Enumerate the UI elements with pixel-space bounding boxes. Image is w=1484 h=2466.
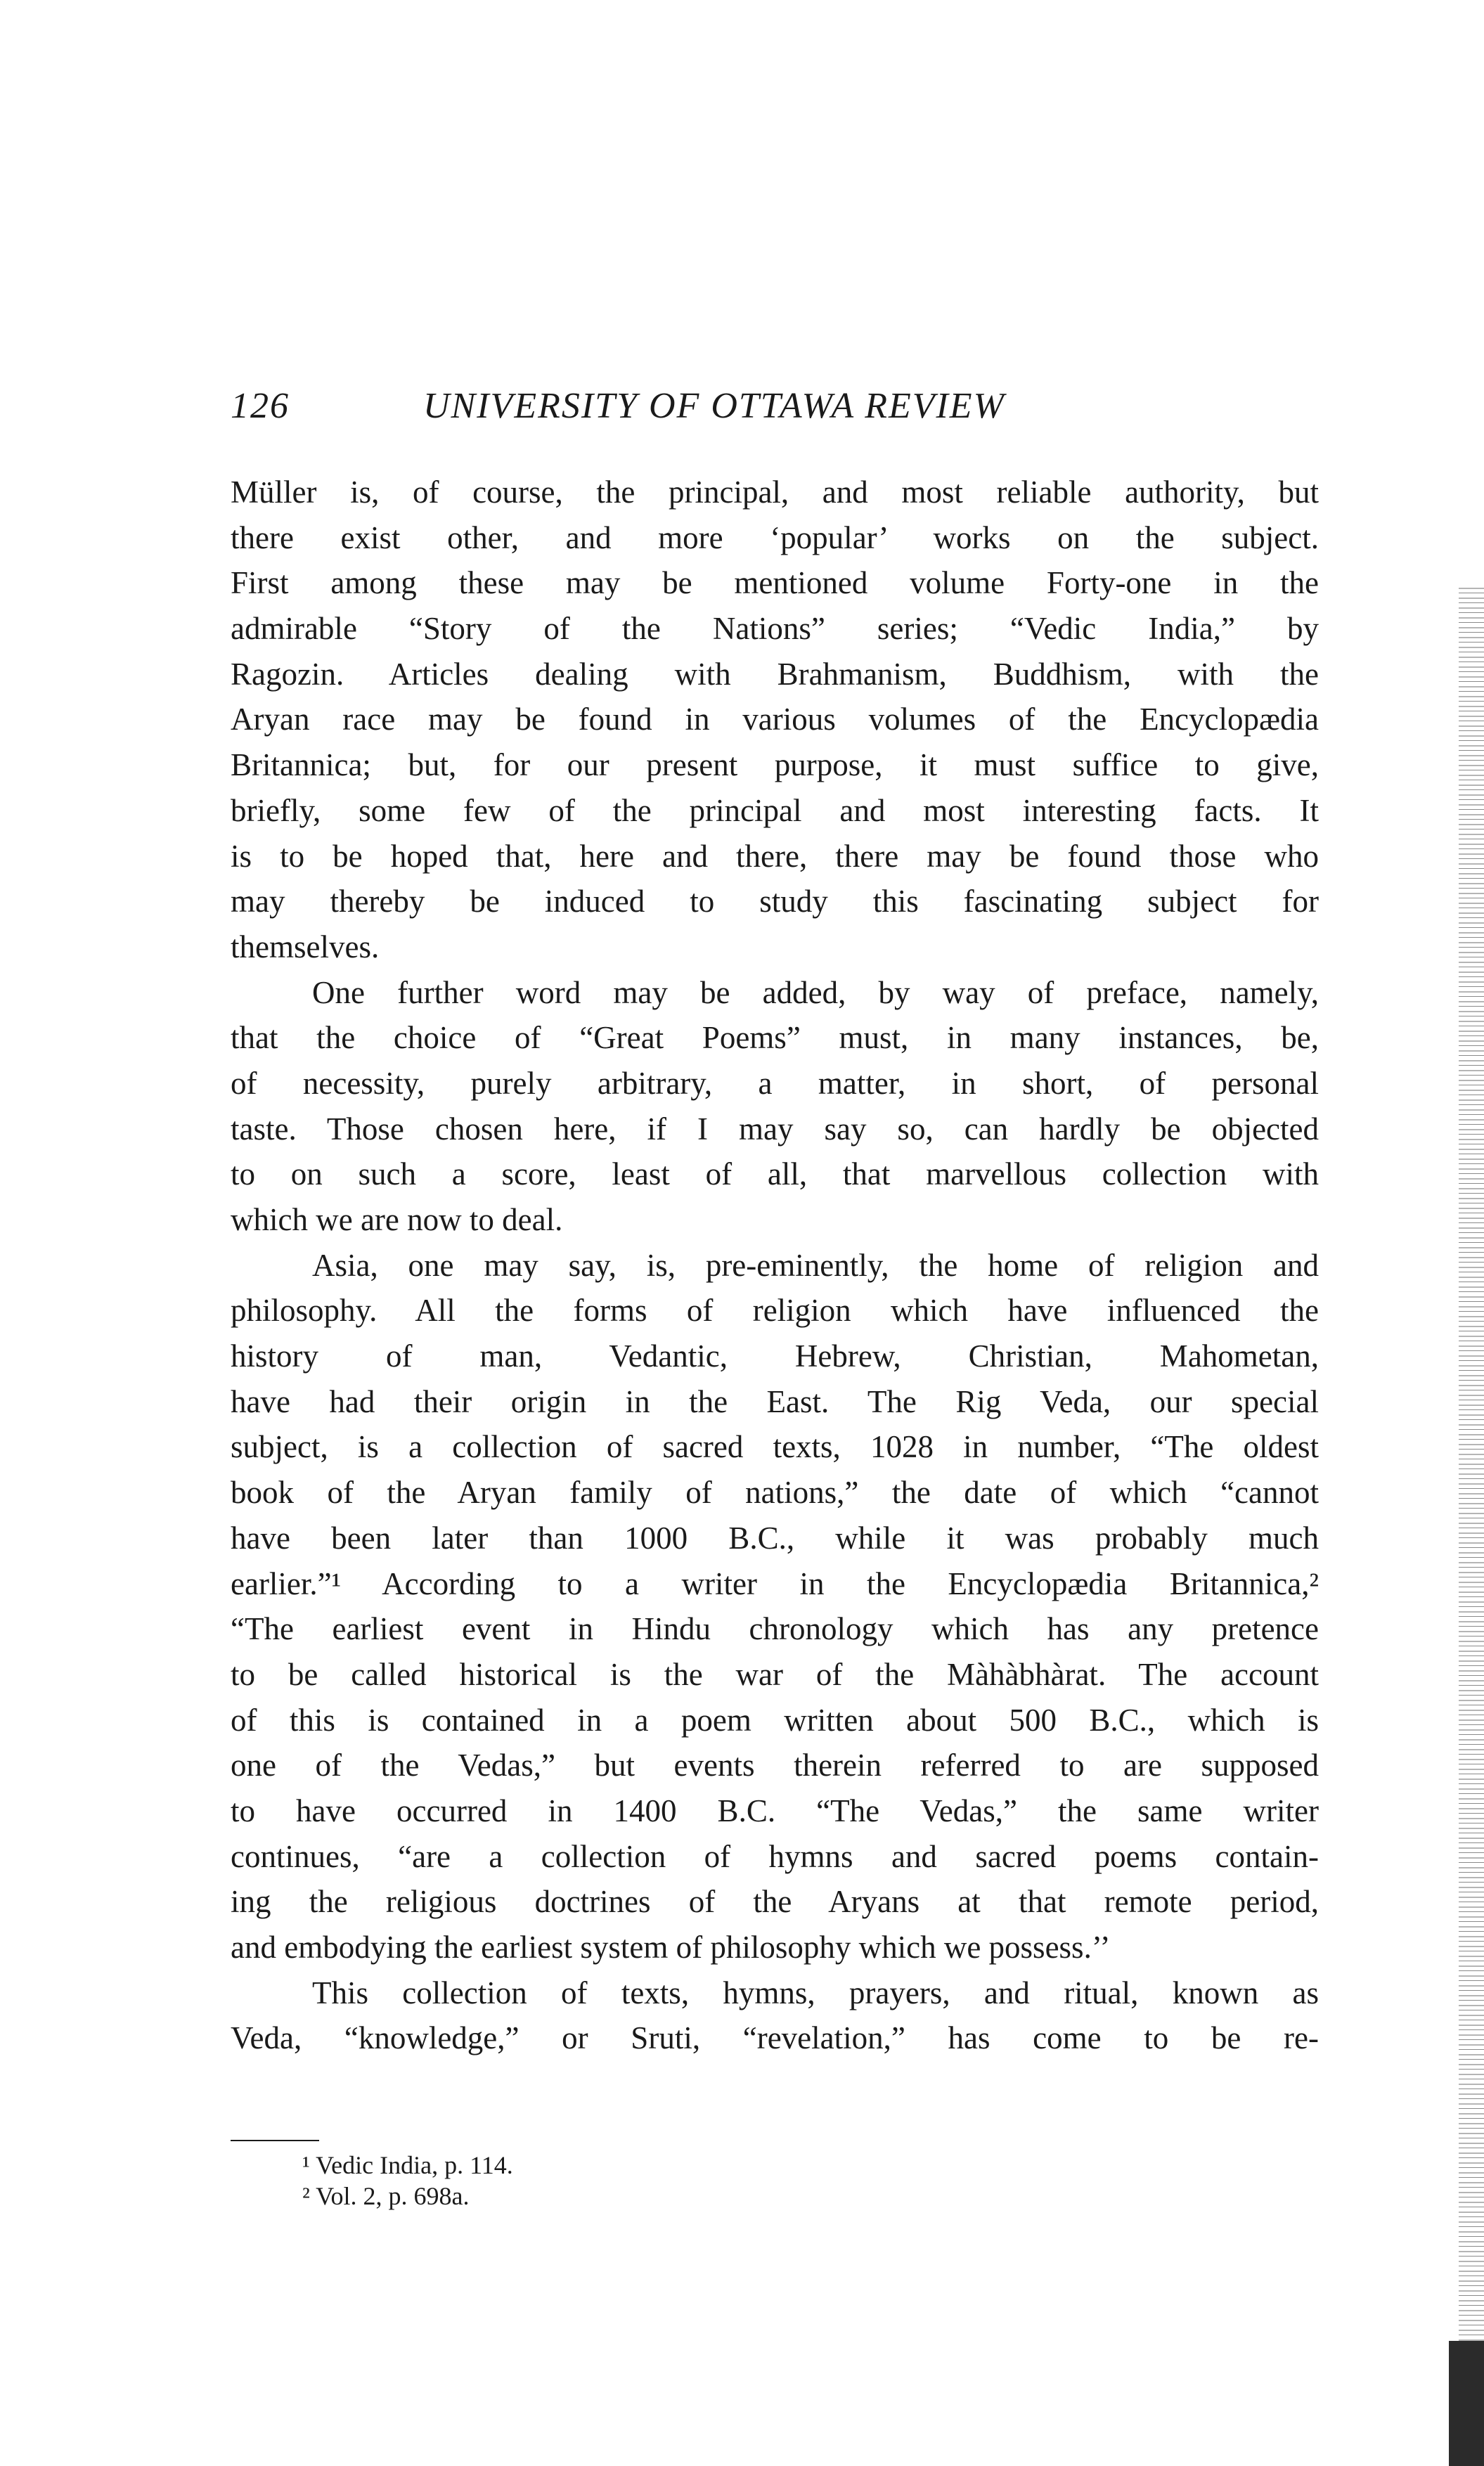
text-line: one of the Vedas,” but events therein referred to are supposed <box>231 1748 1319 1783</box>
text-line: Asia, one may say, is, pre-eminently, the home of religion and <box>312 1247 1319 1283</box>
running-title: UNIVERSITY OF OTTAWA REVIEW <box>423 386 1005 426</box>
text-line: of necessity, purely arbitrary, a matter, in short, of personal <box>231 1065 1319 1101</box>
text-line: Britannica; but, for our present purpose, it must suffice to give, <box>231 747 1319 783</box>
scan-page-edge-shadow <box>1449 2341 1484 2466</box>
text-line: have been later than 1000 B.C., while it was probably much <box>231 1520 1319 1556</box>
body-text <box>231 470 1319 2061</box>
page-number: 126 <box>231 386 290 426</box>
text-line: Veda, “knowledge,” or Sruti, “revelation,” has come to be re- <box>231 2020 1319 2056</box>
text-line: admirable “Story of the Nations” series; “Vedic India,” by <box>231 611 1319 647</box>
text-line: Müller is, of course, the principal, and most reliable authority, but <box>231 475 1319 510</box>
text-line: that the choice of “Great Poems” must, in many instances, be, <box>231 1020 1319 1056</box>
text-line: First among these may be mentioned volume Forty-one in the <box>231 565 1319 601</box>
text-line: there exist other, and more ‘popular’ works on the subject. <box>231 519 1319 555</box>
text-line: continues, “are a collection of hymns and sacred poems contain- <box>231 1838 1319 1874</box>
text-line: of this is contained in a poem written about 500 B.C., which is <box>231 1702 1319 1738</box>
text-line: ing the religious doctrines of the Aryans at that remote period, <box>231 1884 1319 1920</box>
text-line: briefly, some few of the principal and most interesting facts. It <box>231 792 1319 828</box>
footnote: ¹ Vedic India, p. 114. <box>302 2151 513 2179</box>
text-line: book of the Aryan family of nations,” the date of which “cannot <box>231 1475 1319 1511</box>
text-line: which we are now to deal. <box>231 1202 563 1237</box>
text-line: and embodying the earliest system of philosophy which we possess.’’ <box>231 1930 1111 1965</box>
text-line: to be called historical is the war of the Màhàbhàrat. The account <box>231 1656 1319 1692</box>
text-line: is to be hoped that, here and there, there may be found those who <box>231 838 1319 874</box>
scan-page-edge <box>1459 583 1484 2466</box>
text-line: “The earliest event in Hindu chronology which has any pretence <box>231 1611 1319 1647</box>
footnote-divider <box>231 2140 319 2141</box>
text-line: themselves. <box>231 929 380 964</box>
text-line: taste. Those chosen here, if I may say so, can hardly be objected <box>231 1111 1319 1147</box>
text-line: to have occurred in 1400 B.C. “The Vedas,” the same writer <box>231 1793 1319 1828</box>
text-line: philosophy. All the forms of religion which have influenced the <box>231 1293 1319 1329</box>
text-line: may thereby be induced to study this fascinating subject for <box>231 884 1319 919</box>
footnotes <box>302 2150 513 2212</box>
text-line: history of man, Vedantic, Hebrew, Christian, Mahometan, <box>231 1338 1319 1374</box>
text-line: subject, is a collection of sacred texts, 1028 in number, “The oldest <box>231 1429 1319 1465</box>
page-header <box>231 385 1306 434</box>
text-line: Ragozin. Articles dealing with Brahmanism, Buddhism, with the <box>231 656 1319 692</box>
text-line: Aryan race may be found in various volumes of the Encyclopædia <box>231 702 1319 737</box>
text-line: to on such a score, least of all, that marvellous collection with <box>231 1156 1319 1192</box>
footnote: ² Vol. 2, p. 698a. <box>302 2182 470 2210</box>
text-line: This collection of texts, hymns, prayers, and ritual, known as <box>312 1975 1319 2010</box>
text-line: earlier.”¹ According to a writer in the Encyclopædia Britannica,² <box>231 1566 1319 1601</box>
text-line: have had their origin in the East. The Rig Veda, our special <box>231 1383 1319 1419</box>
text-line: One further word may be added, by way of preface, namely, <box>312 974 1319 1010</box>
